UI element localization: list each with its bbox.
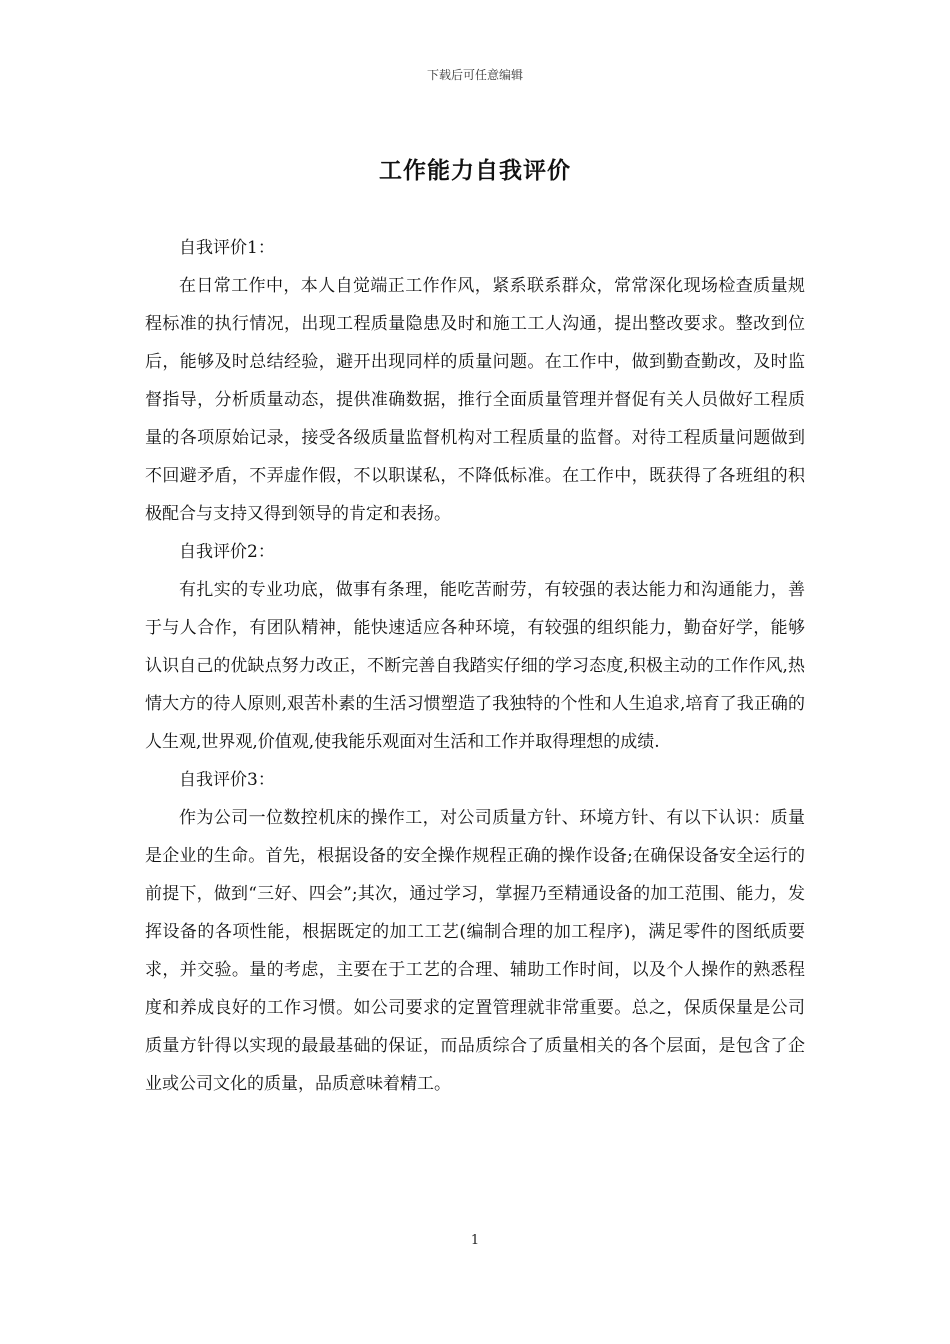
section-2-heading: 自我评价2： (179, 542, 275, 562)
section-1-paragraph: 在日常工作中，本人自觉端正工作作风，紧系联系群众，常常深化现场检查质量规程标准的执行情况，出现工程质量隐患及时和施工工人沟通，提出整改要求。整改到位后，能够及时总结经验，避开出现同样的质量问题。在工作中，做到勤查勤改，及时监督指导，分析质量动态，提供准确数据，推行全面质量管理并督促有关人员做好工程质量的各项原始记录，接受各级质量监督机构对工程质量的监督。对待工程质量问题做到不回避矛盾，不弄虚作假，不以职谋私，不降低标准。在工作中，既获得了各班组的积极配合与支持又得到领导的肯定和表扬。 (145, 276, 805, 524)
document-body (145, 229, 805, 1103)
section-3-paragraph: 作为公司一位数控机床的操作工，对公司质量方针、环境方针、有以下认识：质量是企业的生命。首先，根据设备的安全操作规程正确的操作设备;在确保设备安全运行的前提下，做到“三好、四会”;其次，通过学习，掌握乃至精通设备的加工范围、能力，发挥设备的各项性能，根据既定的加工工艺(编制合理的加工程序)，满足零件的图纸质要求，并交验。量的考虑，主要在于工艺的合理、辅助工作时间，以及个人操作的熟悉程度和养成良好的工作习惯。如公司要求的定置管理就非常重要。总之，保质保量是公司质量方针得以实现的最最基础的保证，而品质综合了质量相关的各个层面，是包含了企业或公司文化的质量，品质意味着精工。 (145, 808, 805, 1094)
page-number: 1 (470, 1233, 480, 1248)
section-1-heading: 自我评价1： (179, 238, 275, 258)
header-note: 下载后可任意编辑 (426, 68, 523, 82)
document-title: 工作能力自我评价 (379, 158, 571, 184)
section-3-heading: 自我评价3： (179, 770, 275, 790)
section-2-paragraph: 有扎实的专业功底，做事有条理，能吃苦耐劳，有较强的表达能力和沟通能力，善于与人合作，有团队精神，能快速适应各种环境，有较强的组织能力，勤奋好学，能够认识自己的优缺点努力改正，不断完善自我踏实仔细的学习态度,积极主动的工作作风,热情大方的待人原则,艰苦朴素的生活习惯塑造了我独特的个性和人生追求,培育了我正确的人生观,世界观,价值观,使我能乐观面对生活和工作并取得理想的成绩. (145, 580, 805, 752)
